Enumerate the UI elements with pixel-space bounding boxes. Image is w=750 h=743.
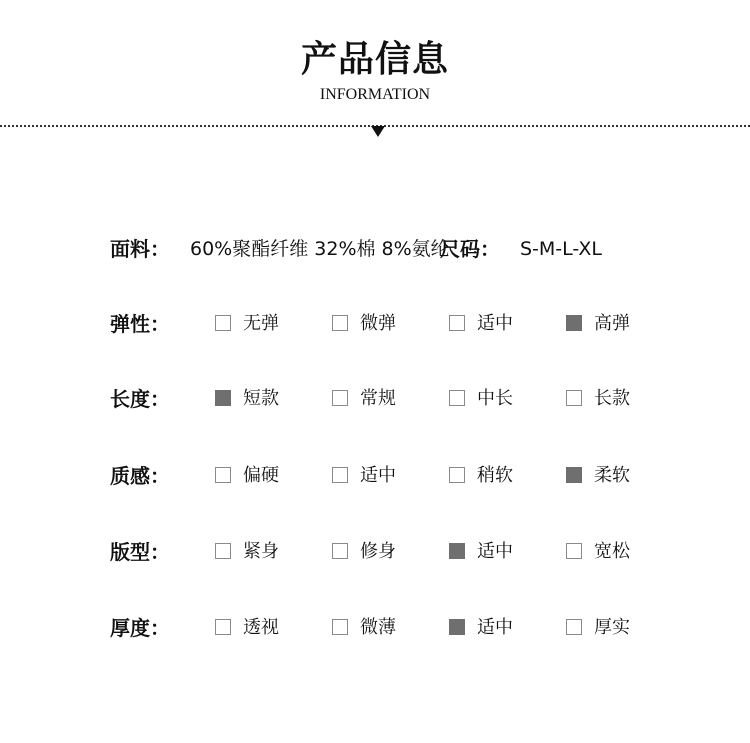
- option-label: 高弹: [594, 313, 630, 334]
- option-label: 宽松: [594, 541, 630, 562]
- fabric-label: 面料：: [110, 237, 170, 261]
- option-label: 无弹: [243, 313, 279, 334]
- page-title: 产品信息: [300, 39, 449, 80]
- option-label: 适中: [477, 617, 513, 638]
- unchecked-box-icon: [566, 619, 582, 635]
- size-value: S-M-L-XL: [520, 238, 602, 260]
- unchecked-box-icon: [449, 467, 465, 483]
- unchecked-box-icon: [215, 315, 231, 331]
- option-label: 透视: [243, 617, 279, 638]
- option-label: 厚实: [594, 617, 630, 638]
- option-label: 柔软: [594, 465, 630, 486]
- attribute-label: 版型：: [110, 540, 170, 564]
- unchecked-box-icon: [215, 543, 231, 559]
- attribute-row-texture: [0, 461, 750, 491]
- attribute-row-elasticity: [0, 309, 750, 339]
- option-label: 适中: [360, 465, 396, 486]
- attribute-row-length: [0, 384, 750, 414]
- checked-box-icon: [449, 619, 465, 635]
- option-label: 常规: [360, 388, 396, 409]
- fabric-row: [0, 234, 750, 264]
- attribute-label: 弹性：: [110, 312, 170, 336]
- unchecked-box-icon: [449, 315, 465, 331]
- unchecked-box-icon: [449, 390, 465, 406]
- option-label: 紧身: [243, 541, 279, 562]
- option-label: 短款: [243, 388, 279, 409]
- unchecked-box-icon: [332, 543, 348, 559]
- checked-box-icon: [566, 467, 582, 483]
- option-label: 稍软: [477, 465, 513, 486]
- unchecked-box-icon: [332, 390, 348, 406]
- option-label: 适中: [477, 541, 513, 562]
- checked-box-icon: [449, 543, 465, 559]
- attribute-label: 厚度：: [110, 616, 170, 640]
- option-label: 长款: [594, 388, 630, 409]
- attribute-row-thickness: [0, 613, 750, 643]
- attribute-label: 长度：: [110, 387, 170, 411]
- option-label: 偏硬: [243, 465, 279, 486]
- attribute-row-fit: [0, 537, 750, 567]
- unchecked-box-icon: [566, 390, 582, 406]
- unchecked-box-icon: [332, 467, 348, 483]
- option-label: 适中: [477, 313, 513, 334]
- unchecked-box-icon: [332, 619, 348, 635]
- checked-box-icon: [215, 390, 231, 406]
- unchecked-box-icon: [215, 619, 231, 635]
- option-label: 修身: [360, 541, 396, 562]
- triangle-down-icon: [371, 126, 385, 137]
- unchecked-box-icon: [566, 543, 582, 559]
- option-label: 微弹: [360, 313, 396, 334]
- fabric-value: 60%聚酯纤维 32%棉 8%氨纶: [190, 238, 450, 260]
- option-label: 中长: [477, 388, 513, 409]
- checked-box-icon: [566, 315, 582, 331]
- option-label: 微薄: [360, 617, 396, 638]
- unchecked-box-icon: [215, 467, 231, 483]
- page-subtitle: INFORMATION: [319, 86, 431, 103]
- unchecked-box-icon: [332, 315, 348, 331]
- size-label: 尺码：: [440, 237, 500, 261]
- attribute-label: 质感：: [110, 464, 170, 488]
